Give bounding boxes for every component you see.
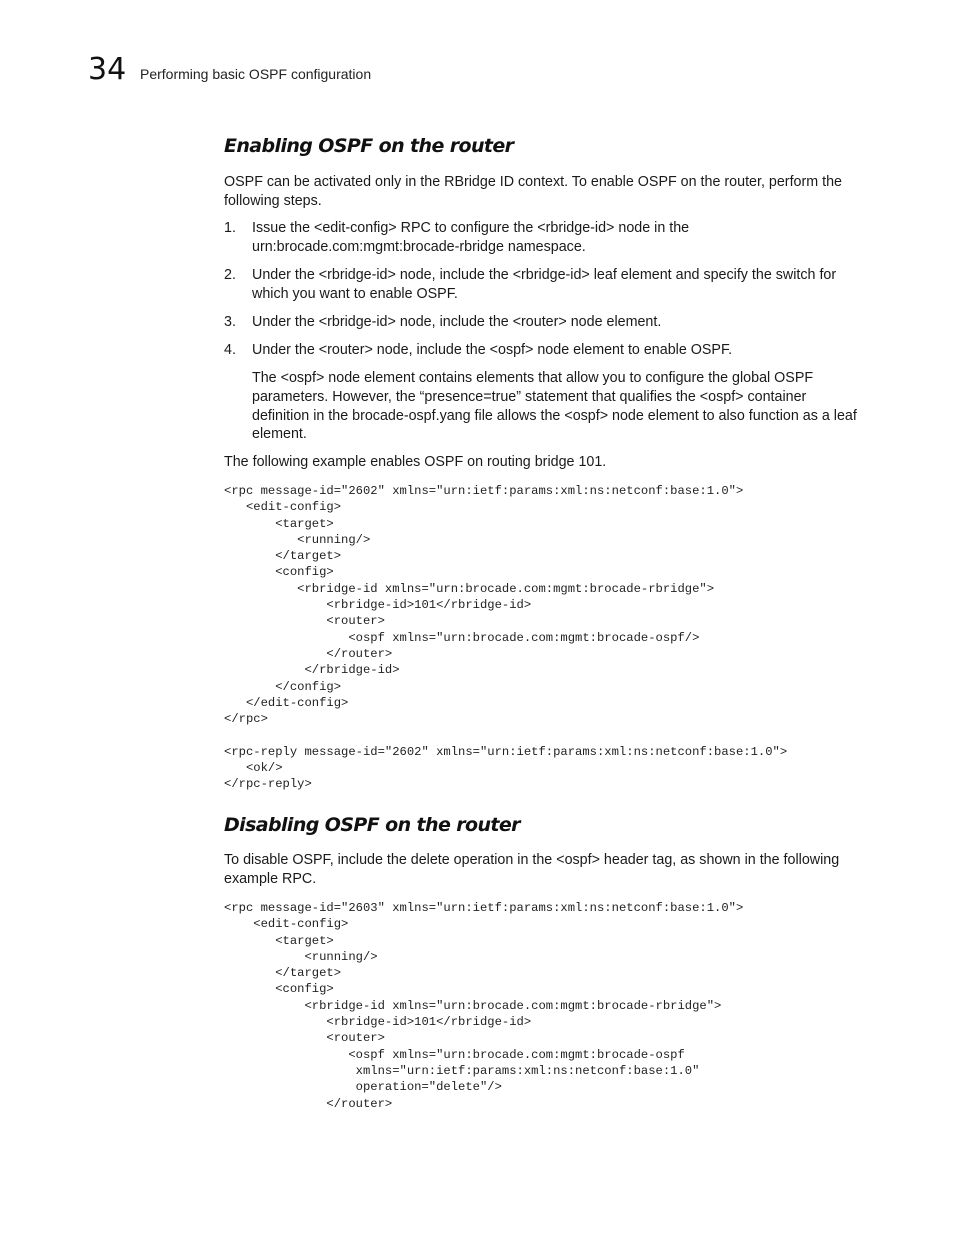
running-title: Performing basic OSPF configuration (140, 66, 372, 82)
enable-rpc-code-block: <rpc message-id="2602" xmlns="urn:ietf:params:xml:ns:netconf:base:1.0"> <edit-config> <target> <running/> </target> <config> <rbridge-id xmlns="urn:brocade.com:mgmt:brocade-rbridge"> <rbridge-id>101</rbridge-id> <router> <ospf xmlns="urn:brocade.com:mgmt:brocade-ospf/> </router> </rbridge-id> </config> </edit-config> </rpc> <rpc-reply message-id="2602" xmlns="urn:ietf:params:xml:ns:netconf:base:1.0"> <ok/> </rpc-reply> (224, 484, 788, 792)
disable-heading: Disabling OSPF on the router (224, 814, 520, 836)
step-text: Under the <rbridge-id> node, include the <rbridge-id> leaf element and specify the switch for which you want to enable OSPF. (252, 267, 837, 302)
enable-intro-paragraph: OSPF can be activated only in the RBridge ID context. To enable OSPF on the router, perform the following steps. (224, 174, 843, 209)
step-4-note: The <ospf> node element contains elements that allow you to configure the global OSPF parameters. However, the “presence=true” statement that qualifies the <ospf> container definition in the brocade-ospf.yang file allows the <ospf> node element to also function as a leaf element. (252, 370, 857, 443)
enable-heading: Enabling OSPF on the router (224, 135, 514, 157)
chapter-number: 34 (88, 52, 127, 87)
step-number: 1. (224, 220, 236, 236)
step-text: Under the <router> node, include the <ospf> node element to enable OSPF. (252, 342, 733, 358)
step-number: 3. (224, 314, 236, 330)
step-3 (224, 313, 864, 332)
step-2 (224, 266, 864, 304)
step-text: Issue the <edit-config> RPC to configure the <rbridge-id> node in the urn:brocade.com:mgmt:brocade-rbridge namespace. (252, 220, 690, 255)
disable-rpc-code-block: <rpc message-id="2603" xmlns="urn:ietf:params:xml:ns:netconf:base:1.0"> <edit-config> <target> <running/> </target> <config> <rbridge-id xmlns="urn:brocade.com:mgmt:brocade-rbridge"> <rbridge-id>101</rbridge-id> <router> <ospf xmlns="urn:brocade.com:mgmt:brocade-ospf xmlns="urn:ietf:params:xml:ns:netconf:base:1.0" operation="delete"/> </router> (224, 901, 744, 1111)
step-number: 2. (224, 267, 236, 283)
example-intro: The following example enables OSPF on routing bridge 101. (224, 454, 607, 470)
step-text: Under the <rbridge-id> node, include the <router> node element. (252, 314, 662, 330)
step-4 (224, 341, 864, 360)
disable-intro-paragraph: To disable OSPF, include the delete operation in the <ospf> header tag, as shown in the following example RPC. (224, 852, 840, 887)
step-1 (224, 219, 864, 257)
step-number: 4. (224, 342, 236, 358)
